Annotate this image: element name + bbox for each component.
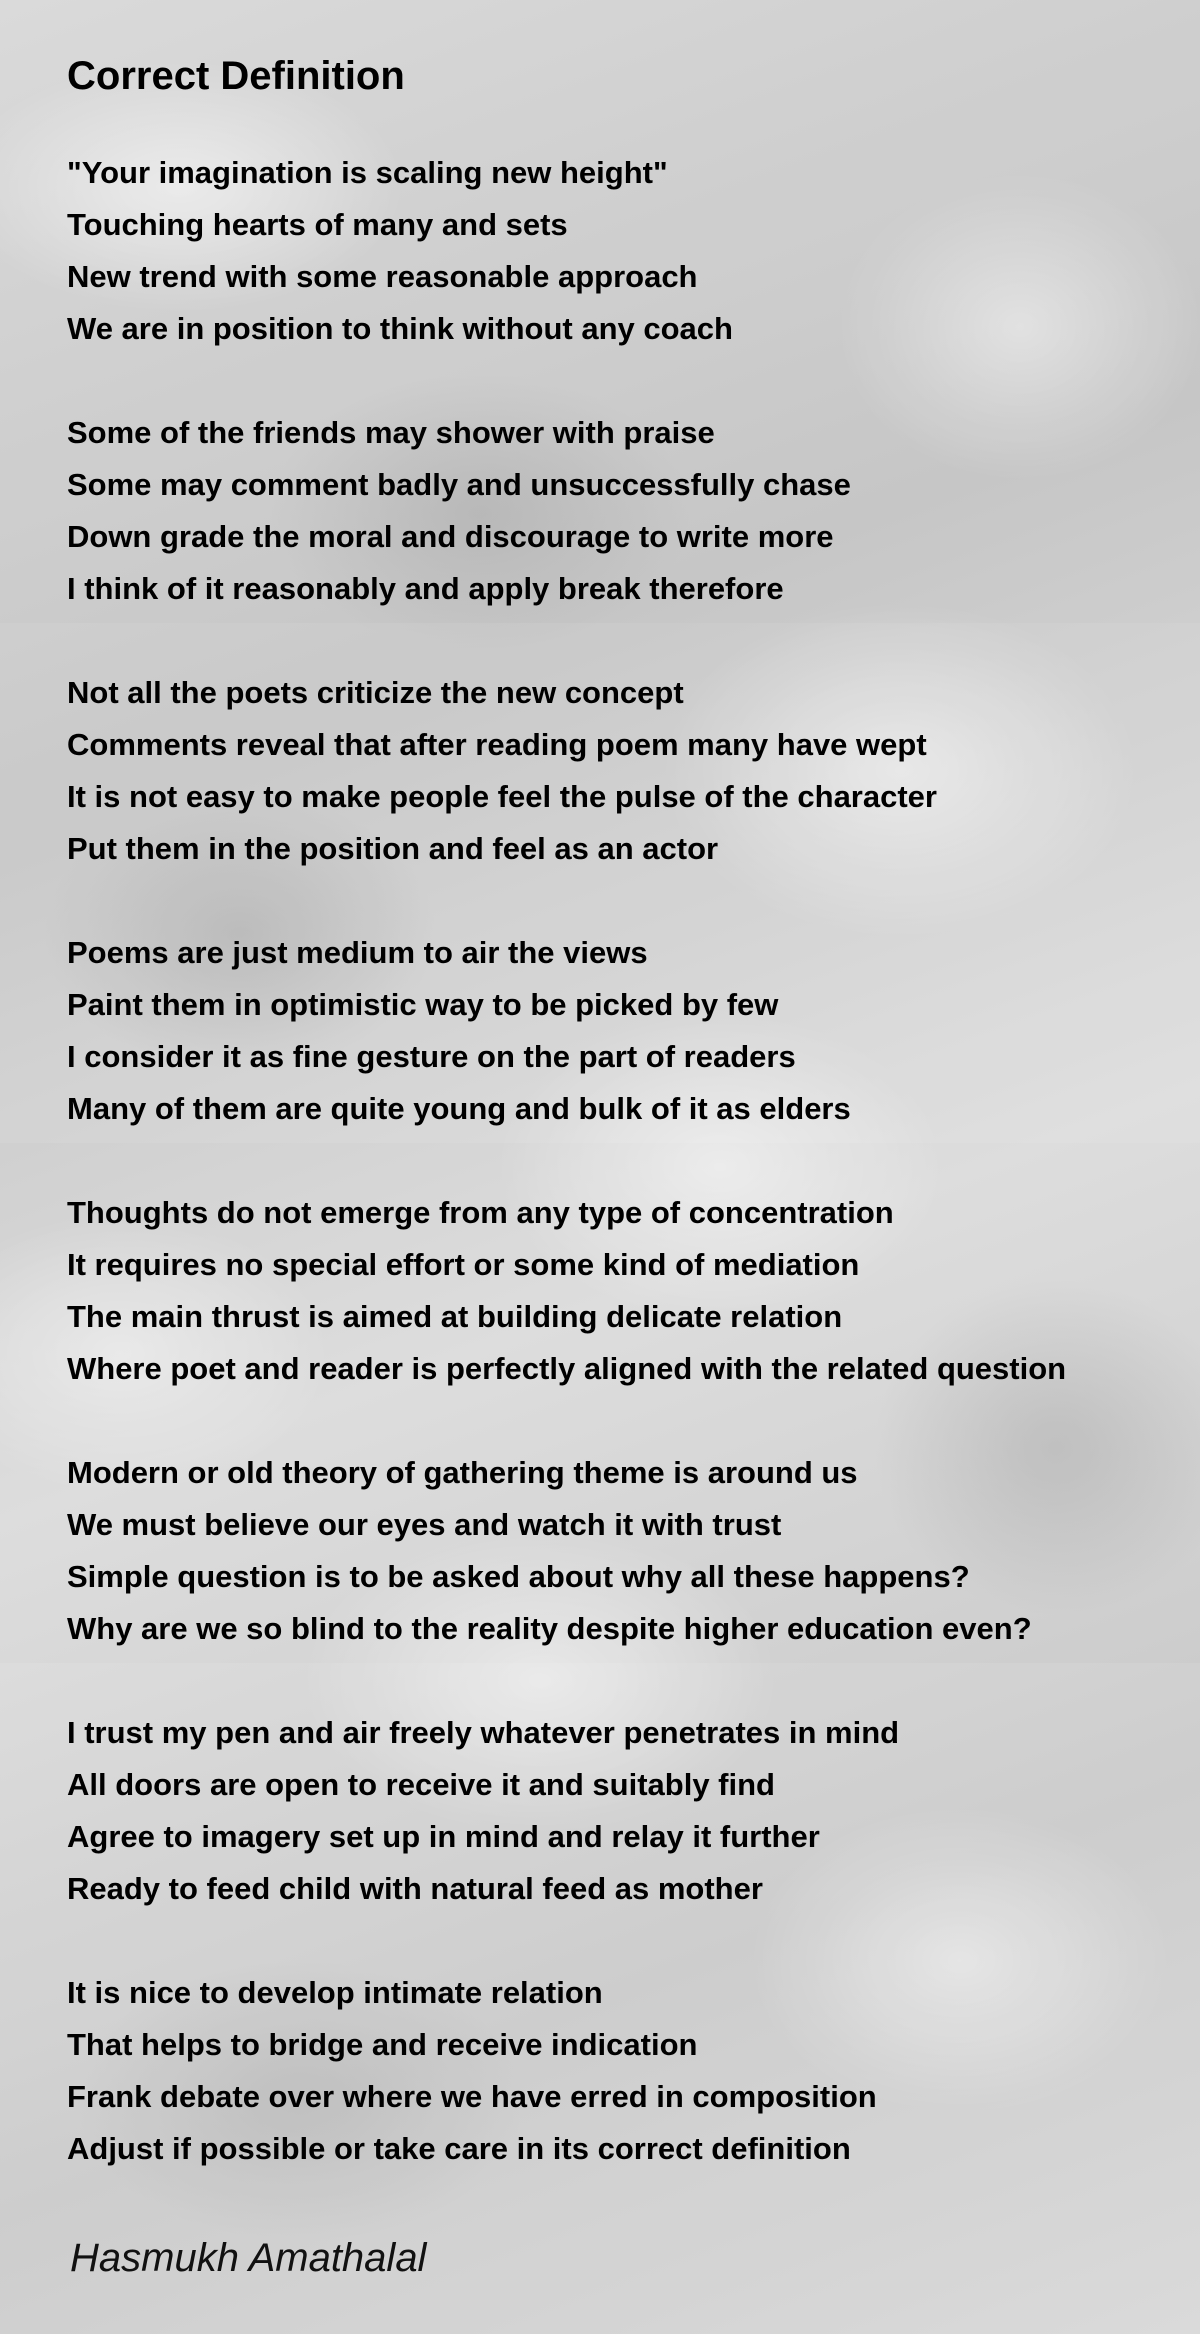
poem-line: I consider it as fine gesture on the part of readers (67, 1039, 796, 1074)
stanza (67, 147, 1177, 355)
poem-line: All doors are open to receive it and suitably find (67, 1767, 775, 1802)
stanza (67, 1967, 1177, 2175)
poem-line: I trust my pen and air freely whatever penetrates in mind (67, 1715, 900, 1750)
poem-line: Many of them are quite young and bulk of it as elders (67, 1091, 851, 1126)
poem-line: Put them in the position and feel as an actor (67, 831, 719, 866)
stanza (67, 1707, 1177, 1915)
poem-author: Hasmukh Amathalal (70, 2236, 427, 2280)
poem-line: Where poet and reader is perfectly aligned with the related question (67, 1351, 1067, 1386)
poem-line: Frank debate over where we have erred in composition (67, 2079, 877, 2114)
poem-line: Comments reveal that after reading poem many have wept (67, 727, 927, 762)
poem-line: We must believe our eyes and watch it with trust (67, 1507, 782, 1542)
stanza (67, 1447, 1177, 1655)
poem-line: It is nice to develop intimate relation (67, 1975, 603, 2010)
poem-line: We are in position to think without any coach (67, 311, 733, 346)
poem-line: I think of it reasonably and apply break therefore (67, 571, 784, 606)
poem-title: Correct Definition (67, 54, 405, 98)
poem-line: The main thrust is aimed at building delicate relation (67, 1299, 843, 1334)
poem-line: Why are we so blind to the reality despite higher education even? (67, 1611, 1032, 1646)
poem-line: Modern or old theory of gathering theme is around us (67, 1455, 858, 1490)
poem-line: New trend with some reasonable approach (67, 259, 698, 294)
poem-line: "Your imagination is scaling new height" (67, 155, 668, 190)
poem-line: Agree to imagery set up in mind and relay it further (67, 1819, 820, 1854)
poem-line: That helps to bridge and receive indication (67, 2027, 698, 2062)
poem-line: Not all the poets criticize the new concept (67, 675, 684, 710)
poem-line: Poems are just medium to air the views (67, 935, 648, 970)
stanza (67, 667, 1177, 875)
poem-line: Touching hearts of many and sets (67, 207, 568, 242)
stanza (67, 407, 1177, 615)
poem-line: Down grade the moral and discourage to write more (67, 519, 834, 554)
poem-line: It requires no special effort or some kind of mediation (67, 1247, 860, 1282)
poem-line: Some of the friends may shower with praise (67, 415, 715, 450)
stanza (67, 927, 1177, 1135)
poem-line: Paint them in optimistic way to be picked by few (67, 987, 779, 1022)
poem-container (67, 50, 1177, 2227)
poem-line: It is not easy to make people feel the pulse of the character (67, 779, 937, 814)
poem-line: Thoughts do not emerge from any type of concentration (67, 1195, 894, 1230)
poem-line: Simple question is to be asked about why all these happens? (67, 1559, 970, 1594)
poem-line: Adjust if possible or take care in its correct definition (67, 2131, 851, 2166)
poem-line: Ready to feed child with natural feed as mother (67, 1871, 763, 1906)
stanza (67, 1187, 1177, 1395)
poem-line: Some may comment badly and unsuccessfully chase (67, 467, 851, 502)
